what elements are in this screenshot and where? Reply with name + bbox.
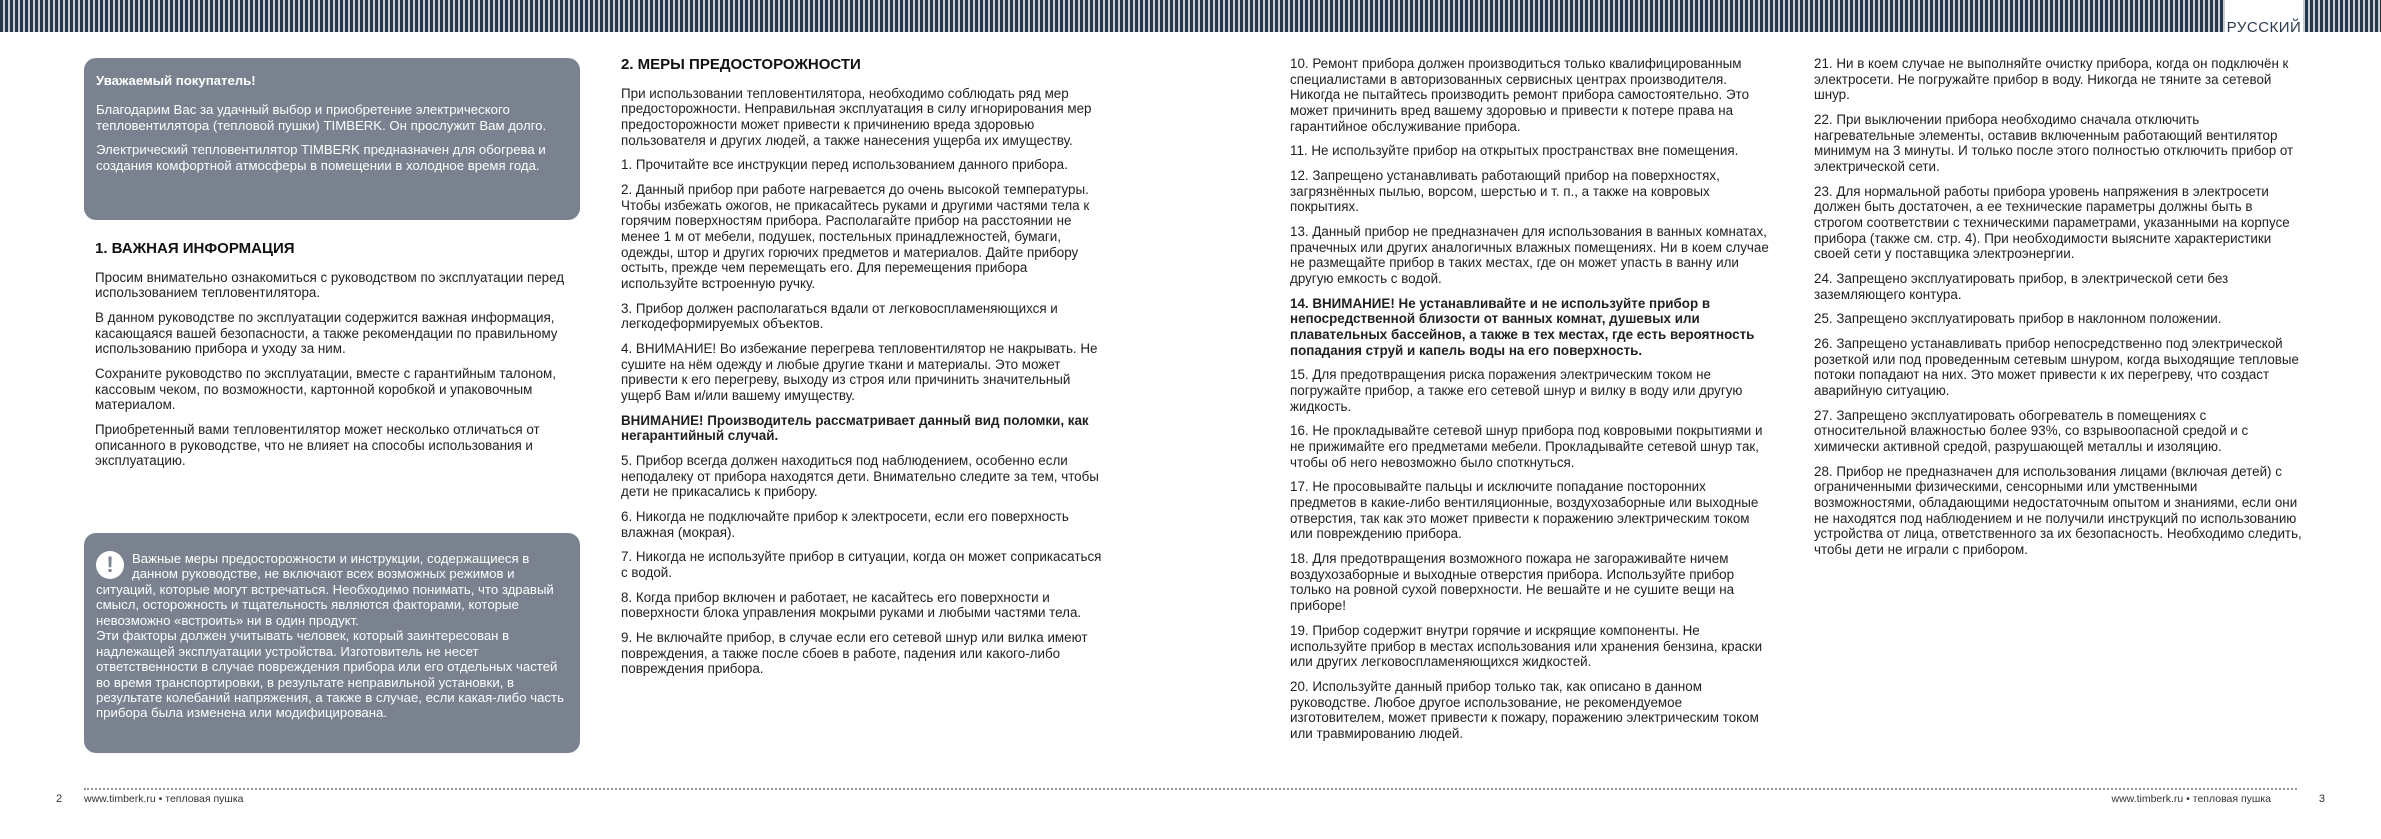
paragraph: Сохраните руководство по эксплуатации, вместе с гарантийным талоном, кассовым чеком, по возможности, картонной коробкой и упаковочным материалом. xyxy=(95,365,556,413)
page-number-left: 2 xyxy=(56,793,63,805)
language-tab: РУССКИЙ xyxy=(2225,0,2303,40)
list-item: 6. Никогда не подключайте прибор к электросети, если его поверхность влажная (мокрая). xyxy=(621,509,1069,540)
list-item: 15. Для предотвращения риска поражения электрическим током не погружайте прибор, а также его сетевой шнур и вилку в воду или другую жидкость. xyxy=(1290,367,1743,414)
list-item: 27. Запрещено эксплуатировать обогреватель в помещениях с относительной влажностью более 93%, со взрывоопасной средой и с химически активной средой, разрушающей металлы и изоляцию. xyxy=(1814,407,2249,455)
list-item: 28. Прибор не предназначен для использования лицами (включая детей) с ограниченными физическими, сенсорными или умственными возможностями, обладающими недостаточным опытом и знаниями, если они не находятся под наблюдением и не получили инструкций по использованию устройства от лица, ответственного за их безопасность. Необходимо следить, чтобы дети не играли с прибором. xyxy=(1814,463,2302,558)
list-item: 19. Прибор содержит внутри горячие и искрящие компоненты. Не используйте прибор в местах использования или хранения бензина, краски или других легковоспламеняющихся жидкостей. xyxy=(1290,622,1763,670)
paragraph: В данном руководстве по эксплуатации содержится важная информация, касающаяся вашей безопасности, а также рекомендации по правильному использованию прибора и уходу за ним. xyxy=(95,309,558,357)
warning-note: ВНИМАНИЕ! Производитель рассматривает данный вид поломки, как негарантийный случай. xyxy=(621,412,1089,444)
list-item: 24. Запрещено эксплуатировать прибор, в электрической сети без заземляющего контура. xyxy=(1814,271,2229,302)
list-item: 14. ВНИМАНИЕ! Не устанавливайте и не используйте прибор в непосредственной близости от ванных комнат, душевых или плавательных бассейнов, а также в тех местах, где есть вероятность попадания струй и капель воды на его поверхность. xyxy=(1290,295,1755,358)
footer-divider xyxy=(84,788,2297,790)
section-heading: 1. ВАЖНАЯ ИНФОРМАЦИЯ xyxy=(95,240,295,257)
list-item: 17. Не просовывайте пальцы и исключите попадание посторонних предметов в какие-либо вентиляционные, воздухозаборные или выходные отверстия, так как это может привести к поражению электрическим током или повреждению прибора. xyxy=(1290,479,1759,542)
list-item: 21. Ни в коем случае не выполняйте очистку прибора, когда он подключён к электросети. Не погружайте прибор в воду. Никогда не тяните за сетевой шнур. xyxy=(1814,56,2289,103)
precautions-column-3 xyxy=(1814,56,2302,567)
intro-title: Уважаемый покупатель! xyxy=(96,73,256,88)
notice-box xyxy=(84,533,580,753)
list-item: 8. Когда прибор включен и работает, не касайтесь его поверхности и поверхности блока управления мокрыми руками и любыми частями тела. xyxy=(621,589,1082,621)
list-item: 13. Данный прибор не предназначен для использования в ванных комнатах, прачечных или других аналогичных влажных помещениях. Ни в коем случае не размещайте прибор в таких местах, где он может упасть в ванну или другую емкость с водой. xyxy=(1290,224,1769,287)
list-item: 9. Не включайте прибор, в случае если его сетевой шнур или вилка имеют повреждения, а также после сбоев в работе, падения или какого-либо повреждения прибора. xyxy=(621,630,1088,677)
list-item: 4. ВНИМАНИЕ! Во избежание перегрева тепловентилятор не накрывать. Не сушите на нём одежду и любые другие ткани и материалы. Это может привести к его перегреву, выходу из строя или причинить значительный ущерб Вам и/или вашему имуществу. xyxy=(621,340,1098,403)
header-stripe-band xyxy=(0,0,2381,32)
section-heading: 2. МЕРЫ ПРЕДОСТОРОЖНОСТИ xyxy=(621,56,861,73)
intro-paragraph: Благодарим Вас за удачный выбор и приобретение электрического тепловентилятора (тепловой пушки) TIMBERK. Он прослужит Вам долго. xyxy=(96,102,547,133)
intro-box xyxy=(84,58,580,220)
page-number-right: 3 xyxy=(2318,793,2325,805)
list-item: 10. Ремонт прибора должен производиться только квалифицированным специалистами в авторизованных сервисных центрах производителя. Никогда не пытайтесь производить ремонт прибора самостоятельно. Это может причинить вред вашему здоровью и привести к потере права на гарантийное обслуживание прибора. xyxy=(1290,56,1750,134)
list-item: 11. Не используйте прибор на открытых пространствах вне помещения. xyxy=(1290,143,1739,159)
notice-paragraph: Важные меры предосторожности и инструкции, содержащиеся в данном руководстве, не включают всех возможных режимов и ситуаций, которые могут встречаться. Необходимо понимать, что здравый смысл, осторожность и тщательность являются факторами, которые невозможно «встроить» ни в один продукт. xyxy=(96,551,554,628)
list-item: 3. Прибор должен располагаться вдали от легковоспламеняющихся и легкодеформируемых объектов. xyxy=(621,300,1058,332)
list-item: 20. Используйте данный прибор только так, как описано в данном руководстве. Любое другое использование, не рекомендуемое изготовителем, может привести к пожару, поражению электрическим током или травмированию людей. xyxy=(1290,678,1759,741)
footer-text-right: www.timberk.ru • тепловая пушка xyxy=(2111,793,2271,805)
list-item: 26. Запрещено устанавливать прибор непосредственно под электрической розеткой или под проведенным сетевым шнуром, когда выходящие тепловые потоки попадают на них. Это может привести к их перегреву, что создаст аварийную ситуацию. xyxy=(1814,336,2299,399)
precautions-column-2 xyxy=(1290,56,1774,751)
important-section xyxy=(95,240,581,478)
notice-paragraph: Эти факторы должен учитывать человек, который заинтересован в надлежащей эксплуатации устройства. Изготовитель не несет ответственности в случае повреждения прибора или его отдельных частей во время транспортировки, в результате неправильной установки, в результате колебаний напряжения, а также в случае, если какая-либо часть прибора была изменена или модифицирована. xyxy=(96,628,564,721)
list-item: 5. Прибор всегда должен находиться под наблюдением, особенно если неподалеку от прибора находятся дети. Внимательно следите за тем, чтобы дети не прикасались к прибору. xyxy=(621,452,1099,500)
precautions-column-1 xyxy=(621,56,1105,686)
list-item: 12. Запрещено устанавливать работающий прибор на поверхностях, загрязнённых пылью, ворсом, шерстью и т. п., а также на ковровых покрытиях. xyxy=(1290,168,1720,215)
list-item: 23. Для нормальной работы прибора уровень напряжения в электросети должен быть достаточен, а ее технические параметры должны быть в строгом соответствии с техническими параметрами, указанными на корпусе прибора (также см. стр. 4). При необходимости выясните характеристики своей сети у поставщика электроэнергии. xyxy=(1814,183,2290,262)
list-item: 22. При выключении прибора необходимо сначала отключить нагревательные элементы, оставив включенным работающий вентилятор минимум на 3 минуты. И только после этого полностью отключить прибор от электрической сети. xyxy=(1814,112,2294,175)
list-item: 1. Прочитайте все инструкции перед использованием данного прибора. xyxy=(621,157,1068,173)
paragraph: При использовании тепловентилятора, необходимо соблюдать ряд мер предосторожности. Неправильная эксплуатация в силу игнорирования мер предосторожности может привести к причинению вреда здоровью пользователя и других людей, а также нанесения ущерба их имуществу. xyxy=(621,85,1092,148)
footer-text-left: www.timberk.ru • тепловая пушка xyxy=(84,793,244,805)
list-item: 7. Никогда не используйте прибор в ситуации, когда он может соприкасаться с водой. xyxy=(621,549,1102,581)
list-item: 16. Не прокладывайте сетевой шнур прибора под ковровыми покрытиями и не прижимайте его предметами мебели. Прокладывайте сетевой шнур так, чтобы об него невозможно было споткнуться. xyxy=(1290,423,1763,470)
paragraph: Приобретенный вами тепловентилятор может несколько отличаться от описанного в руководстве, что не влияет на способы использования и эксплуатацию. xyxy=(95,421,540,469)
intro-paragraph: Электрический тепловентилятор TIMBERK предназначен для обогрева и создания комфортной атмосферы в помещении в холодное время года. xyxy=(96,142,546,173)
list-item: 25. Запрещено эксплуатировать прибор в наклонном положении. xyxy=(1814,311,2222,327)
list-item: 2. Данный прибор при работе нагревается до очень высокой температуры. Чтобы избежать ожогов, не прикасайтесь руками и другими частями тела к горячим поверхностям прибора. Располагайте прибор на расстоянии не менее 1 м от мебели, подушек, постельных принадлежностей, бумаги, одежды, штор и других горючих предметов и материалов. Дайте прибору остыть, прежде чем перемещать его. Для перемещения прибора используйте встроенную ручку. xyxy=(621,181,1090,291)
warning-icon: ! xyxy=(96,551,124,579)
paragraph: Просим внимательно ознакомиться с руководством по эксплуатации перед использованием тепловентилятора. xyxy=(95,269,565,301)
list-item: 18. Для предотвращения возможного пожара не загораживайте ничем воздухозаборные и выходные отверстия прибора. Используйте прибор только на ровной сухой поверхности. Не вешайте и не сушите вещи на приборе! xyxy=(1290,551,1735,614)
